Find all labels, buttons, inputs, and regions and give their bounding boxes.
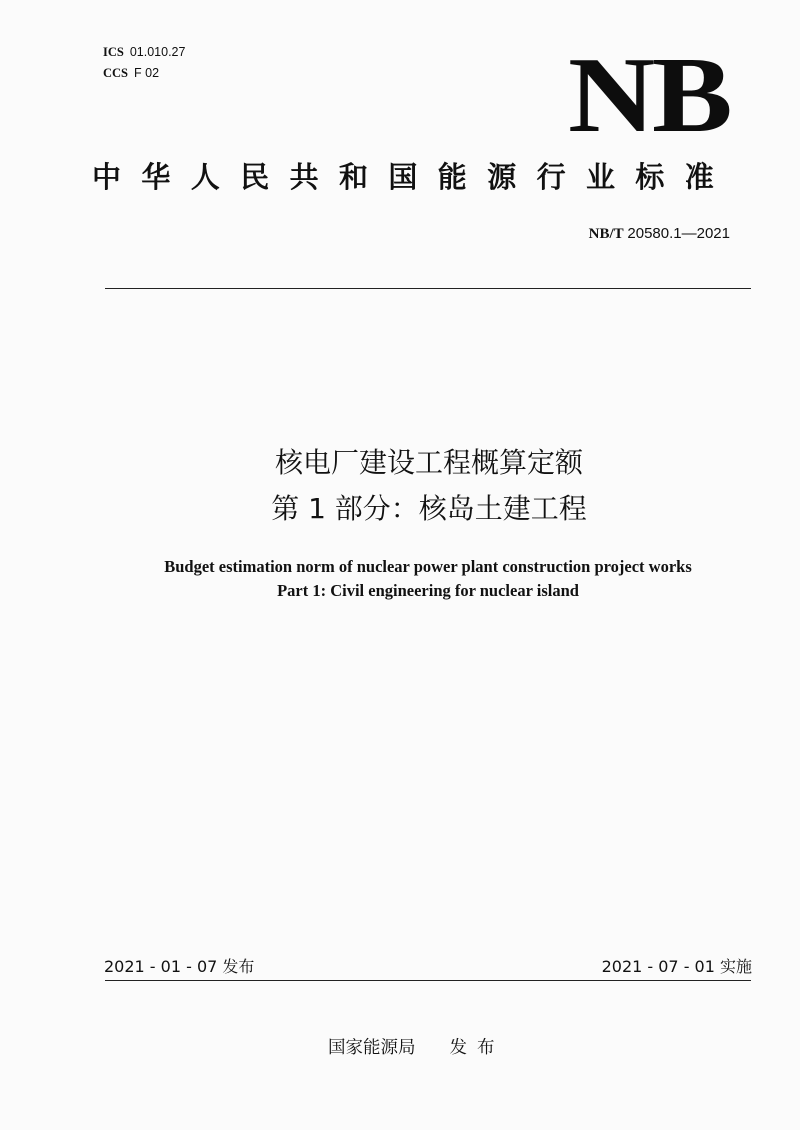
footer-divider (105, 980, 751, 981)
header-divider (105, 288, 751, 289)
ccs-value: F 02 (134, 66, 160, 80)
issue-date: 2021 - 01 - 07 发布 (104, 957, 255, 976)
ics-code (103, 42, 185, 63)
ccs-code (103, 63, 185, 84)
publisher (328, 1036, 505, 1060)
ics-value: 01.010.27 (129, 45, 186, 59)
standard-organization: 中华人民共和国能源行业标准 (92, 160, 735, 194)
classification-codes (103, 42, 185, 84)
title-cn-line1: 核电厂建设工程概算定额 (274, 446, 583, 479)
ccs-label: CCS (103, 66, 129, 80)
standard-number (589, 224, 730, 244)
title-en-line2: Part 1: Civil engineering for nuclear island (277, 581, 579, 600)
standard-number-prefix: NB/T (588, 226, 624, 242)
title-cn-line2: 第 1 部分：核岛土建工程 (271, 492, 587, 525)
implementation-date: 2021 - 07 - 01 实施 (601, 957, 752, 976)
publisher-name: 国家能源局 (328, 1038, 416, 1058)
ics-label: ICS (103, 45, 124, 59)
publisher-action: 发布 (449, 1038, 505, 1058)
title-en-line1: Budget estimation norm of nuclear power plant construction project works (164, 557, 692, 576)
standard-number-value: 20580.1—2021 (627, 225, 730, 242)
nb-logo: NB (568, 36, 730, 155)
